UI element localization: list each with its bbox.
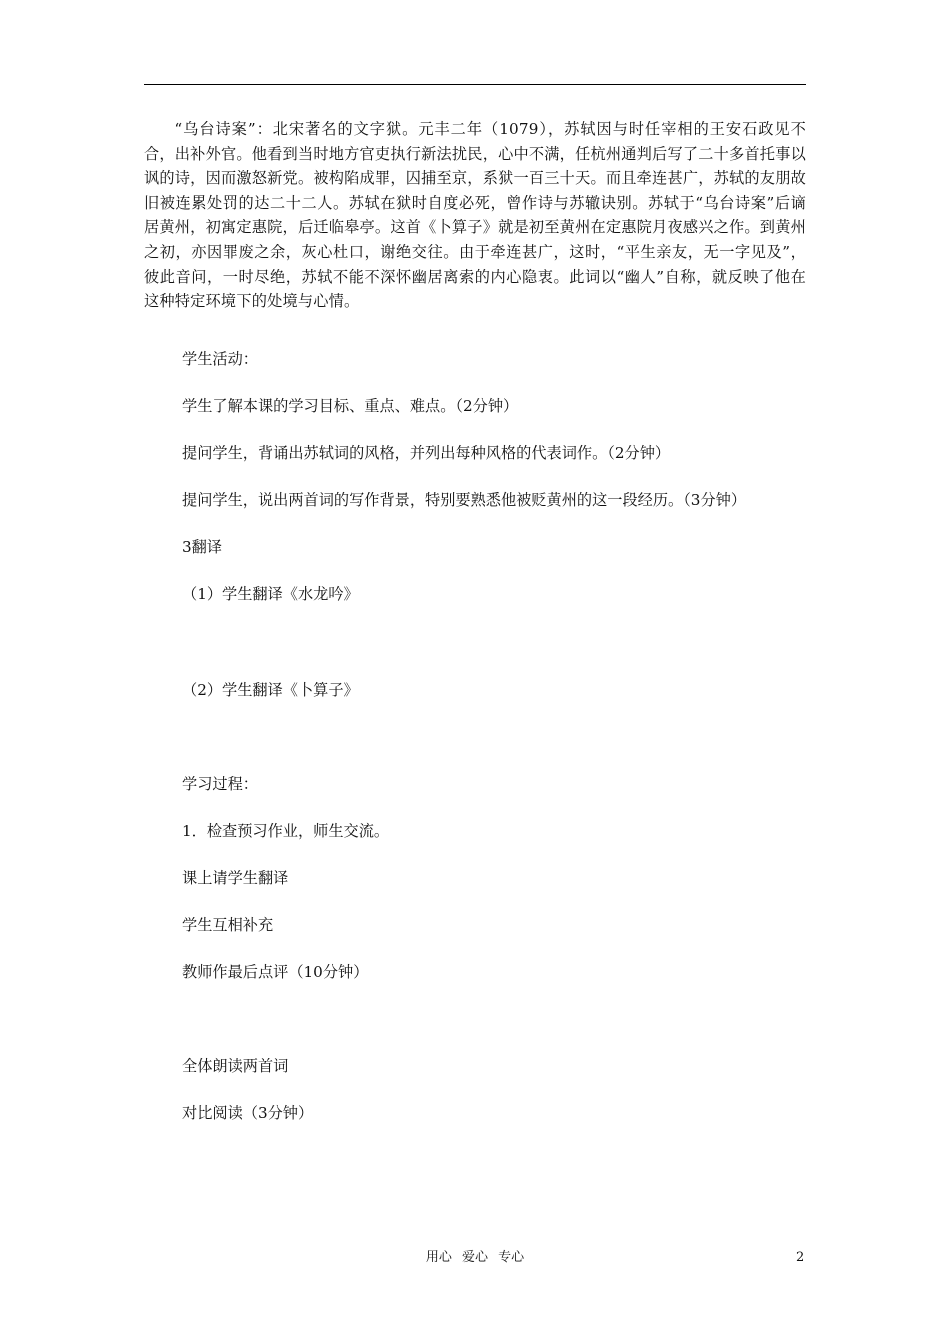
activity-item: 提问学生，说出两首词的写作背景，特别要熟悉他被贬黄州的这一段经历。（3分钟）	[182, 491, 747, 509]
process-item: 1．检查预习作业，师生交流。	[182, 822, 390, 840]
process-item: 对比阅读（3分钟）	[182, 1104, 314, 1122]
activity-item: 提问学生，背诵出苏轼词的风格，并列出每种风格的代表词作。（2分钟）	[182, 444, 671, 462]
header-rule	[144, 84, 806, 85]
section-heading-learning-process: 学习过程：	[182, 775, 258, 793]
process-item: 课上请学生翻译	[182, 869, 289, 887]
page-number: 2	[796, 1250, 805, 1265]
process-item: 学生互相补充	[182, 916, 274, 934]
section-heading-translation: 3翻译	[182, 538, 223, 556]
process-item: 教师作最后点评（10分钟）	[182, 963, 369, 981]
translation-item: （1）学生翻译《水龙吟》	[182, 585, 359, 603]
translation-item: （2）学生翻译《卜算子》	[182, 681, 359, 699]
footer-motto: 用心 爱心 专心	[425, 1250, 525, 1265]
intro-paragraph: “乌台诗案”：北宋著名的文字狱。元丰二年（1079），苏轼因与时任宰相的王安石政见不合，出补外官。他看到当时地方官吏执行新法扰民，心中不满，任杭州通判后写了二十多首托事以讽的诗，因而激怒新党。被构陷成罪，囚捕至京，系狱一百三十天。而且牵连甚广，苏轼的友朋故旧被连累处罚的达二十二人。苏轼在狱时自度必死，曾作诗与苏辙诀别。苏轼于“乌台诗案”后谪居黄州，初寓定惠院，后迁临皋亭。这首《卜算子》就是初至黄州在定惠院月夜感兴之作。到黄州之初，亦因罪废之余，灰心杜口，谢绝交往。由于牵连甚广，这时，“平生亲友，无一字见及”，彼此音问，一时尽绝，苏轼不能不深怀幽居离索的内心隐衷。此词以“幽人”自称，就反映了他在这种特定环境下的处境与心情。	[144, 120, 806, 311]
section-heading-student-activity: 学生活动：	[182, 350, 258, 368]
activity-item: 学生了解本课的学习目标、重点、难点。（2分钟）	[182, 397, 519, 415]
process-item: 全体朗读两首词	[182, 1057, 289, 1075]
